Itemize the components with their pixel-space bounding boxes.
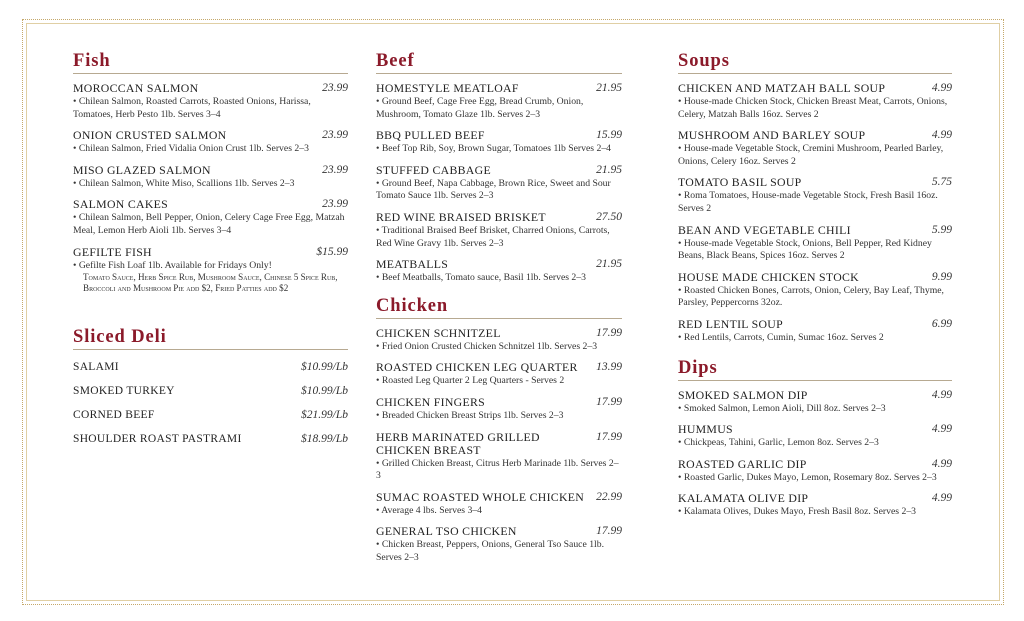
item-description: • Kalamata Olives, Dukes Mayo, Fresh Basil 8oz. Serves 2–3 bbox=[678, 506, 917, 518]
menu-item bbox=[73, 409, 348, 422]
item-description: • Beef Top Rib, Soy, Brown Sugar, Tomatoes 1lb Serves 2–4 bbox=[376, 143, 612, 155]
item-description: • Average 4 lbs. Serves 3–4 bbox=[376, 504, 482, 516]
menu-item bbox=[376, 82, 622, 121]
item-price: 23.99 bbox=[322, 163, 348, 176]
item-description: • Traditional Braised Beef Brisket, Charred Onions, Carrots, Red Wine Gravy 1lb. Serves 2–3 bbox=[376, 224, 610, 249]
menu-item bbox=[73, 198, 348, 237]
beef-section bbox=[376, 50, 622, 285]
item-price: 5.75 bbox=[931, 176, 952, 189]
menu-column-middle bbox=[376, 50, 622, 569]
menu-item bbox=[376, 164, 622, 203]
menu-item bbox=[678, 492, 952, 519]
item-price: 17.99 bbox=[596, 525, 622, 538]
menu-item bbox=[678, 389, 952, 416]
menu-item bbox=[376, 525, 622, 564]
item-price: 9.99 bbox=[931, 270, 952, 283]
item-description: • Chicken Breast, Peppers, Onions, General Tso Sauce 1lb. Serves 2–3 bbox=[376, 539, 604, 563]
menu-item bbox=[73, 385, 348, 398]
item-name: GENERAL TSO CHICKEN bbox=[376, 524, 517, 539]
item-description: • Chilean Salmon, White Miso, Scallions 1lb. Serves 2–3 bbox=[73, 177, 295, 189]
item-price: $21.99/Lb bbox=[301, 409, 348, 422]
item-name: GEFILTE FISH bbox=[73, 244, 152, 259]
item-description: • Roasted Chicken Bones, Carrots, Onion, Celery, Bay Leaf, Thyme, Parsley, Peppercorns 32oz. bbox=[678, 284, 944, 309]
soups-title: Soups bbox=[678, 50, 952, 74]
item-price: 4.99 bbox=[931, 423, 952, 436]
item-name: STUFFED CABBAGE bbox=[376, 162, 491, 177]
item-name: SMOKED SALMON DIP bbox=[678, 387, 808, 402]
beef-title: Beef bbox=[376, 50, 622, 74]
item-price: 4.99 bbox=[931, 492, 952, 505]
item-description: • Smoked Salmon, Lemon Aioli, Dill 8oz. Serves 2–3 bbox=[678, 402, 886, 414]
menu-item bbox=[678, 423, 952, 450]
item-description: • Fried Onion Crusted Chicken Schnitzel 1lb. Serves 2–3 bbox=[376, 340, 598, 352]
item-name: HUMMUS bbox=[678, 422, 733, 437]
menu-item bbox=[73, 433, 348, 446]
item-price: 5.99 bbox=[931, 223, 952, 236]
item-name: CHICKEN SCHNITZEL bbox=[376, 325, 501, 340]
menu-item bbox=[376, 327, 622, 354]
menu-item bbox=[678, 318, 952, 345]
item-name: RED WINE BRAISED BRISKET bbox=[376, 209, 546, 224]
menu-item bbox=[73, 164, 348, 191]
chicken-title: Chicken bbox=[376, 295, 622, 319]
item-price: 6.99 bbox=[931, 317, 952, 330]
item-name: BBQ PULLED BEEF bbox=[376, 128, 485, 143]
item-description: • House-made Vegetable Stock, Cremini Mushroom, Pearled Barley, Onions, Celery 16oz. Serves 2 bbox=[678, 143, 944, 167]
menu-item bbox=[678, 458, 952, 485]
item-name: TOMATO BASIL SOUP bbox=[678, 175, 802, 190]
menu-item bbox=[376, 211, 622, 250]
item-price: 21.95 bbox=[596, 82, 622, 94]
item-price: 23.99 bbox=[322, 129, 348, 142]
menu-item bbox=[678, 224, 952, 263]
menu-item bbox=[376, 431, 622, 483]
item-name: MUSHROOM AND BARLEY SOUP bbox=[678, 128, 866, 143]
fish-section bbox=[73, 50, 348, 294]
menu-item bbox=[376, 258, 622, 285]
menu-item bbox=[376, 396, 622, 423]
item-description: • Grilled Chicken Breast, Citrus Herb Marinade 1lb. Serves 2–3 bbox=[376, 457, 619, 482]
item-price: $15.99 bbox=[316, 245, 348, 258]
item-name: HOUSE MADE CHICKEN STOCK bbox=[678, 269, 859, 284]
deli-section bbox=[73, 326, 348, 446]
item-name: MOROCCAN SALMON bbox=[73, 81, 199, 95]
item-description: • Roasted Garlic, Dukes Mayo, Lemon, Rosemary 8oz. Serves 2–3 bbox=[678, 471, 937, 483]
item-price: 4.99 bbox=[931, 129, 952, 142]
item-description: • Roasted Leg Quarter 2 Leg Quarters - Serves 2 bbox=[376, 375, 565, 387]
item-name: MISO GLAZED SALMON bbox=[73, 162, 211, 177]
item-description: • Chilean Salmon, Bell Pepper, Onion, Celery Cage Free Egg, Matzah Meal, Lemon Herb Aioli 1lb. Serves 3–4 bbox=[73, 212, 345, 236]
item-price: 17.99 bbox=[596, 395, 622, 408]
item-name: RED LENTIL SOUP bbox=[678, 316, 783, 331]
menu-item bbox=[73, 129, 348, 156]
dips-section bbox=[678, 357, 952, 519]
item-name: MEATBALLS bbox=[376, 257, 449, 272]
item-name: KALAMATA OLIVE DIP bbox=[678, 491, 809, 506]
item-name: CHICKEN AND MATZAH BALL SOUP bbox=[678, 81, 886, 95]
item-name: SALAMI bbox=[73, 361, 119, 374]
item-name: CORNED BEEF bbox=[73, 409, 155, 422]
item-name: SHOULDER ROAST PASTRAMI bbox=[73, 433, 242, 446]
item-name: SUMAC ROASTED WHOLE CHICKEN bbox=[376, 489, 585, 504]
menu-item bbox=[73, 246, 348, 295]
item-price: 21.95 bbox=[596, 163, 622, 176]
item-price: 17.99 bbox=[596, 326, 622, 339]
item-name: HOMESTYLE MEATLOAF bbox=[376, 81, 519, 95]
item-name: SMOKED TURKEY bbox=[73, 385, 175, 398]
item-name: ONION CRUSTED SALMON bbox=[73, 128, 227, 143]
item-price: 21.95 bbox=[596, 258, 622, 271]
chicken-section bbox=[376, 295, 622, 565]
menu-item bbox=[73, 361, 348, 374]
item-description: • Ground Beef, Cage Free Egg, Bread Crumb, Onion, Mushroom, Tomato Glaze 1lb. Serves 2–3 bbox=[376, 96, 584, 120]
menu-column-left bbox=[73, 50, 348, 450]
menu-item bbox=[678, 129, 952, 168]
deli-title: Sliced Deli bbox=[73, 326, 348, 350]
item-price: 4.99 bbox=[931, 457, 952, 470]
fish-title: Fish bbox=[73, 50, 348, 74]
item-description: • Gefilte Fish Loaf 1lb. Available for Fridays Only! bbox=[73, 259, 272, 271]
item-price: $18.99/Lb bbox=[301, 433, 348, 446]
item-price: 27.50 bbox=[596, 210, 622, 223]
menu-item bbox=[376, 129, 622, 156]
item-price: 13.99 bbox=[596, 361, 622, 374]
item-name: HERB MARINATED GRILLED CHICKEN BREAST bbox=[376, 429, 540, 457]
item-extra-note: Tomato Sauce, Herb Spice Rub, Mushroom Sauce, Chinese 5 Spice Rub, Broccoli and Mushroom Pie add $2, Fried Patties add $2 bbox=[83, 272, 338, 294]
item-description: • Breaded Chicken Breast Strips 1lb. Serves 2–3 bbox=[376, 409, 564, 421]
item-description: • Chilean Salmon, Fried Vidalia Onion Crust 1lb. Serves 2–3 bbox=[73, 143, 309, 155]
menu-item bbox=[376, 361, 622, 388]
menu-item bbox=[678, 176, 952, 215]
menu-column-right bbox=[678, 50, 952, 523]
menu-item bbox=[678, 82, 952, 121]
dips-title: Dips bbox=[678, 357, 952, 381]
item-price: $10.99/Lb bbox=[301, 361, 348, 374]
item-price: 23.99 bbox=[322, 198, 348, 211]
item-description: • Chilean Salmon, Roasted Carrots, Roasted Onions, Harissa, Tomatoes, Herb Pesto 1lb. Serves 3–4 bbox=[73, 96, 311, 120]
item-name: BEAN AND VEGETABLE CHILI bbox=[678, 222, 851, 237]
item-description: • Roma Tomatoes, House-made Vegetable Stock, Fresh Basil 16oz. Serves 2 bbox=[678, 190, 938, 214]
item-description: • Red Lentils, Carrots, Cumin, Sumac 16oz. Serves 2 bbox=[678, 331, 884, 343]
item-name: CHICKEN FINGERS bbox=[376, 394, 486, 409]
item-name: ROASTED GARLIC DIP bbox=[678, 456, 807, 471]
item-price: 22.99 bbox=[596, 490, 622, 503]
menu-item bbox=[678, 271, 952, 310]
item-description: • Chickpeas, Tahini, Garlic, Lemon 8oz. Serves 2–3 bbox=[678, 437, 879, 449]
menu-item bbox=[73, 82, 348, 121]
menu-item bbox=[376, 491, 622, 518]
item-price: 4.99 bbox=[931, 388, 952, 401]
soups-section bbox=[678, 50, 952, 345]
item-price: 15.99 bbox=[596, 129, 622, 142]
item-name: ROASTED CHICKEN LEG QUARTER bbox=[376, 360, 578, 375]
item-price: 17.99 bbox=[596, 430, 622, 443]
item-price: $10.99/Lb bbox=[301, 385, 348, 398]
item-name: SALMON CAKES bbox=[73, 197, 169, 212]
item-price: 4.99 bbox=[931, 82, 952, 94]
item-description: • Beef Meatballs, Tomato sauce, Basil 1lb. Serves 2–3 bbox=[376, 272, 586, 284]
item-description: • House-made Chicken Stock, Chicken Breast Meat, Carrots, Onions, Celery, Matzah Balls 16oz. Serves 2 bbox=[678, 96, 948, 120]
item-price: 23.99 bbox=[322, 82, 348, 94]
item-description: • House-made Vegetable Stock, Onions, Bell Pepper, Red Kidney Beans, Black Beans, Spices 16oz. Serves 2 bbox=[678, 237, 932, 262]
item-description: • Ground Beef, Napa Cabbage, Brown Rice, Sweet and Sour Tomato Sauce 1lb. Serves 2–3 bbox=[376, 177, 611, 202]
